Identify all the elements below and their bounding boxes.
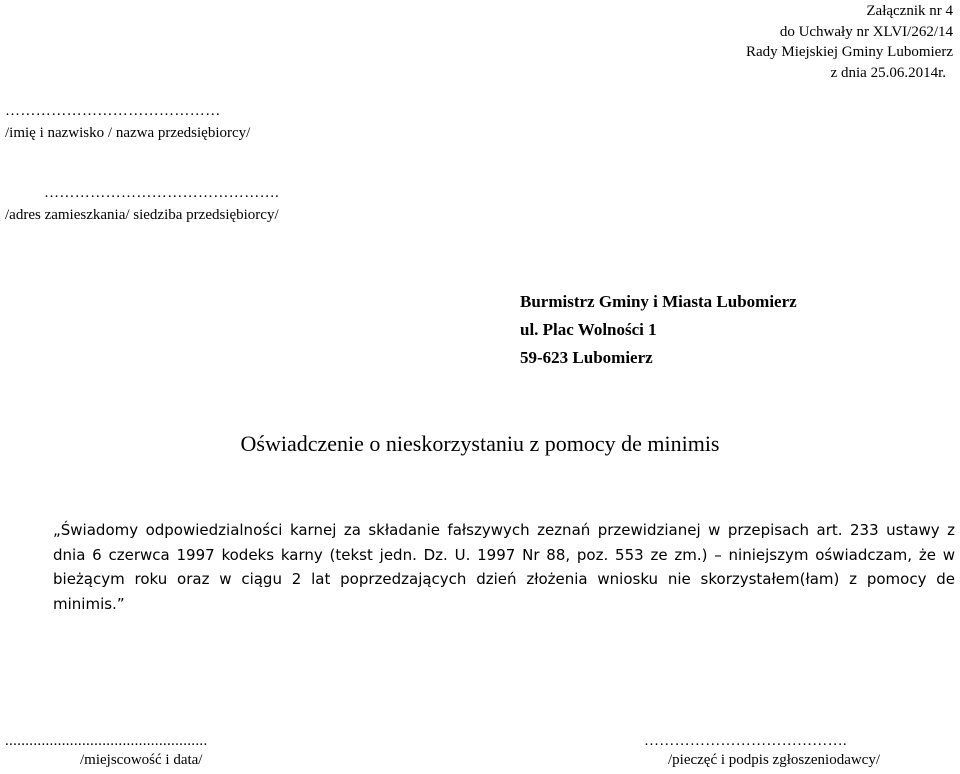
council-name: Rady Miejskiej Gminy Lubomierz bbox=[745, 44, 953, 60]
applicant-name-label: /imię i nazwisko / nazwa przedsiębiorcy/ bbox=[5, 125, 251, 141]
addressee-postcode: 59-623 Lubomierz bbox=[520, 348, 653, 367]
annex-reference bbox=[746, 1, 953, 83]
resolution-number: do Uchwały nr XLVI/262/14 bbox=[779, 23, 953, 40]
applicant-name-field: …………………………………… bbox=[5, 103, 221, 119]
place-date-label: /miejscowość i data/ bbox=[80, 752, 203, 768]
stamp-signature-label: /pieczęć i podpis zgłoszeniodawcy/ bbox=[668, 752, 881, 768]
addressee-block bbox=[520, 288, 797, 372]
applicant-address-label: /adres zamieszkania/ siedziba przedsiębiorcy/ bbox=[5, 207, 279, 223]
applicant-address-field: ………………………………………. bbox=[44, 185, 280, 201]
addressee-office: Burmistrz Gminy i Miasta Lubomierz bbox=[520, 292, 797, 311]
place-date-field: .................................................. bbox=[5, 733, 208, 749]
addressee-street: ul. Plac Wolności 1 bbox=[520, 320, 657, 339]
resolution-date: z dnia 25.06.2014r. bbox=[830, 64, 946, 81]
statement-paragraph bbox=[5, 518, 955, 616]
statement-text: „Świadomy odpowiedzialności karnej za składanie fałszywych zeznań przewidzianej w przepisach art. 233 ustawy z dnia 6 czerwca 1997 kodeks karny (tekst jedn. Dz. U. 1997 Nr 88, poz. 553 ze zm.) – niniejszym oświadczam, że w bieżącym roku oraz w ciągu 2 lat poprzedzających dzień złożenia wniosku nie skorzystałem(łam) z pomocy de minimis.” bbox=[53, 521, 955, 613]
document-title: Oświadczenie o nieskorzystaniu z pomocy de minimis bbox=[240, 431, 720, 456]
annex-number: Załącznik nr 4 bbox=[866, 3, 953, 19]
stamp-signature-field: …………………………………. bbox=[644, 733, 847, 749]
